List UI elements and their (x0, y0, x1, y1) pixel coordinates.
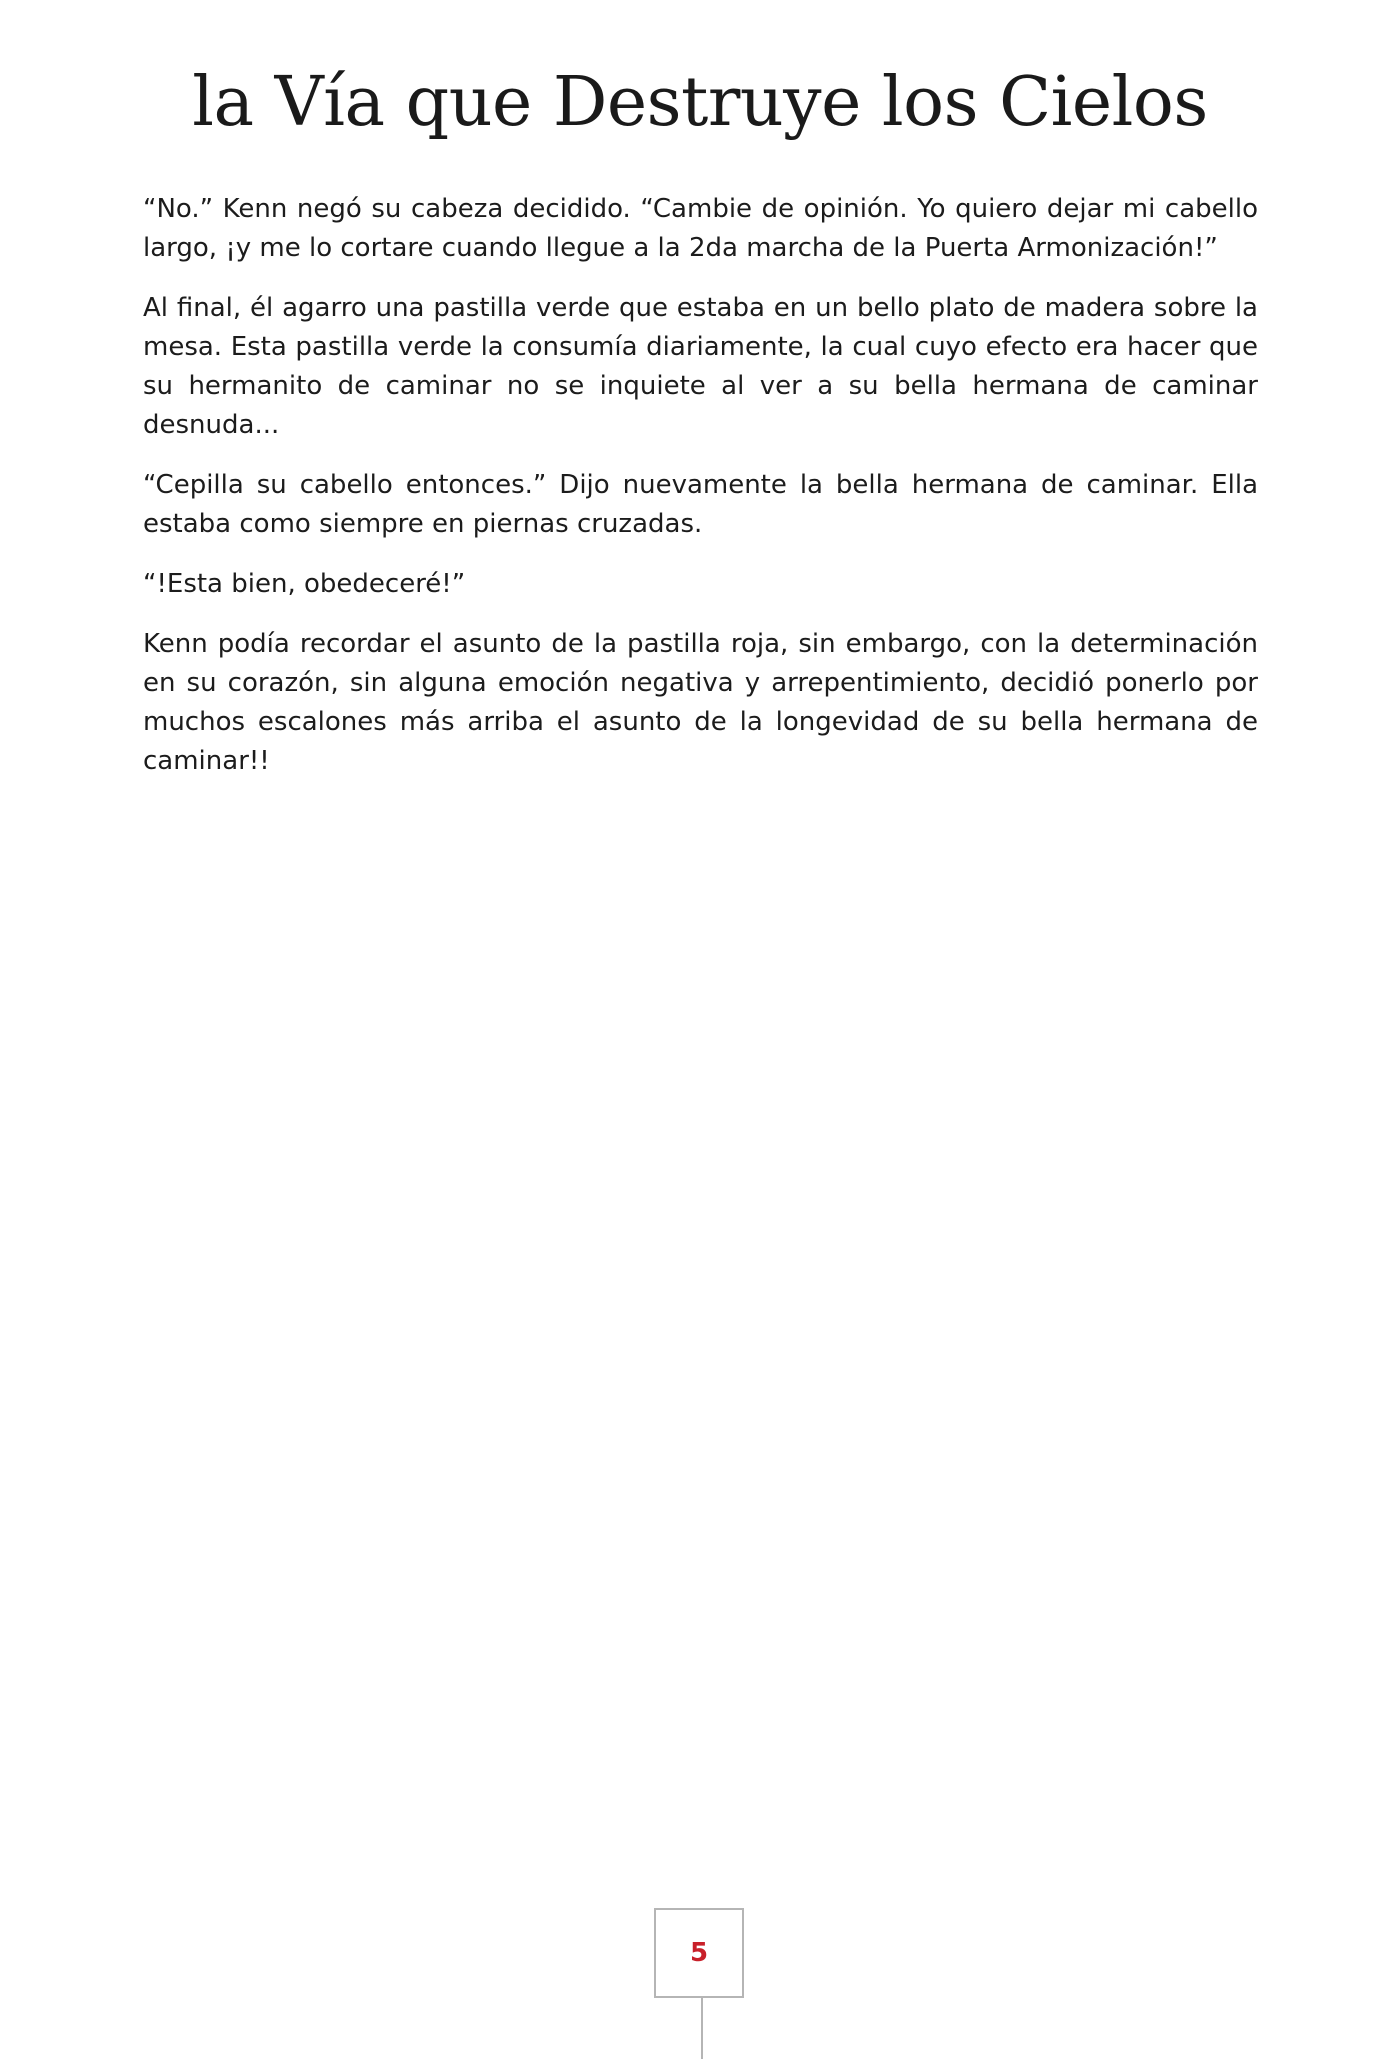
paragraph: Al final, él agarro una pastilla verde que estaba en un bello plato de madera sobre la mesa. Esta pastilla verde la consumía diariamente, la cual cuyo efecto era hacer que su hermanito de caminar no se inquiete al ver a su bella hermana de caminar desnuda... (143, 293, 1258, 440)
page-title: la Vía que Destruye los Cielos (192, 63, 1208, 142)
page-number-box (654, 1908, 744, 1998)
paragraph: Kenn podía recordar el asunto de la pastilla roja, sin embargo, con la determinación en su corazón, sin alguna emoción negativa y arrepentimiento, decidió ponerlo por muchos escalones más arriba el asunto de la longevidad de su bella hermana de caminar!! (143, 629, 1258, 776)
paragraph: “No.” Kenn negó su cabeza decidido. “Cambie de opinión. Yo quiero dejar mi cabello largo, ¡y me lo cortare cuando llegue a la 2da marcha de la Puerta Armonización!” (143, 194, 1258, 263)
paragraph: “Cepilla su cabello entonces.” Dijo nuevamente la bella hermana de caminar. Ella estaba como siempre en piernas cruzadas. (143, 470, 1258, 539)
body-text (143, 190, 1258, 802)
page-number: 5 (689, 1938, 709, 1968)
paragraph: “!Esta bien, obedeceré!” (143, 569, 466, 599)
page-number-connector-line (701, 1998, 703, 2059)
